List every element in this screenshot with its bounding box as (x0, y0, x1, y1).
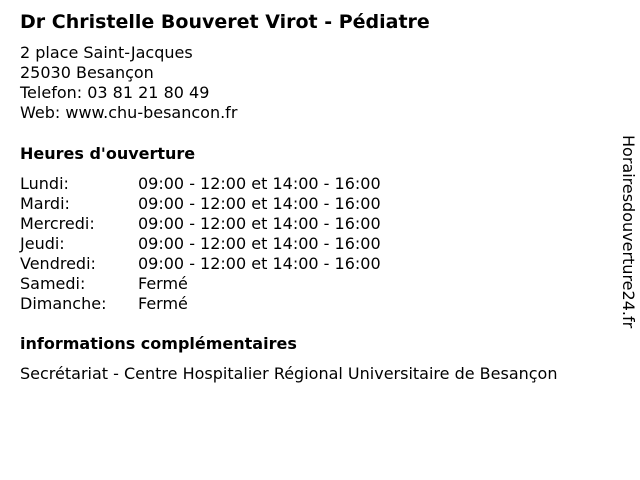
day-label: Lundi: (20, 174, 69, 193)
day-hours: 09:00 - 12:00 et 14:00 - 16:00 (138, 254, 381, 273)
city-postal-code: 25030 Besançon (20, 63, 154, 82)
day-label: Mardi: (20, 194, 70, 213)
day-hours: 09:00 - 12:00 et 14:00 - 16:00 (138, 234, 381, 253)
day-label: Dimanche: (20, 294, 107, 313)
day-hours: Fermé (138, 294, 188, 313)
page-title: Dr Christelle Bouveret Virot - Pédiatre (20, 11, 430, 33)
day-label: Mercredi: (20, 214, 95, 233)
opening-hours-list (20, 174, 381, 314)
opening-hours-heading: Heures d'ouverture (20, 144, 196, 163)
hours-row-tuesday (20, 194, 381, 214)
address-block (20, 43, 237, 123)
website: Web: www.chu-besancon.fr (20, 103, 238, 122)
hours-row-wednesday (20, 214, 381, 234)
hours-row-monday (20, 174, 381, 194)
day-hours: Fermé (138, 274, 188, 293)
phone-number: Telefon: 03 81 21 80 49 (20, 83, 210, 102)
day-hours: 09:00 - 12:00 et 14:00 - 16:00 (138, 194, 381, 213)
day-label: Jeudi: (20, 234, 65, 253)
hours-row-friday (20, 254, 381, 274)
additional-info-text: Secrétariat - Centre Hospitalier Régional Universitaire de Besançon (20, 364, 558, 383)
day-hours: 09:00 - 12:00 et 14:00 - 16:00 (138, 214, 381, 233)
hours-row-thursday (20, 234, 381, 254)
site-watermark: Horairesdouverture24.fr (619, 135, 638, 329)
day-hours: 09:00 - 12:00 et 14:00 - 16:00 (138, 174, 381, 193)
additional-info-heading: informations complémentaires (20, 334, 297, 353)
day-label: Samedi: (20, 274, 86, 293)
street-address: 2 place Saint-Jacques (20, 43, 193, 62)
hours-row-saturday (20, 274, 381, 294)
hours-row-sunday (20, 294, 381, 314)
day-label: Vendredi: (20, 254, 96, 273)
